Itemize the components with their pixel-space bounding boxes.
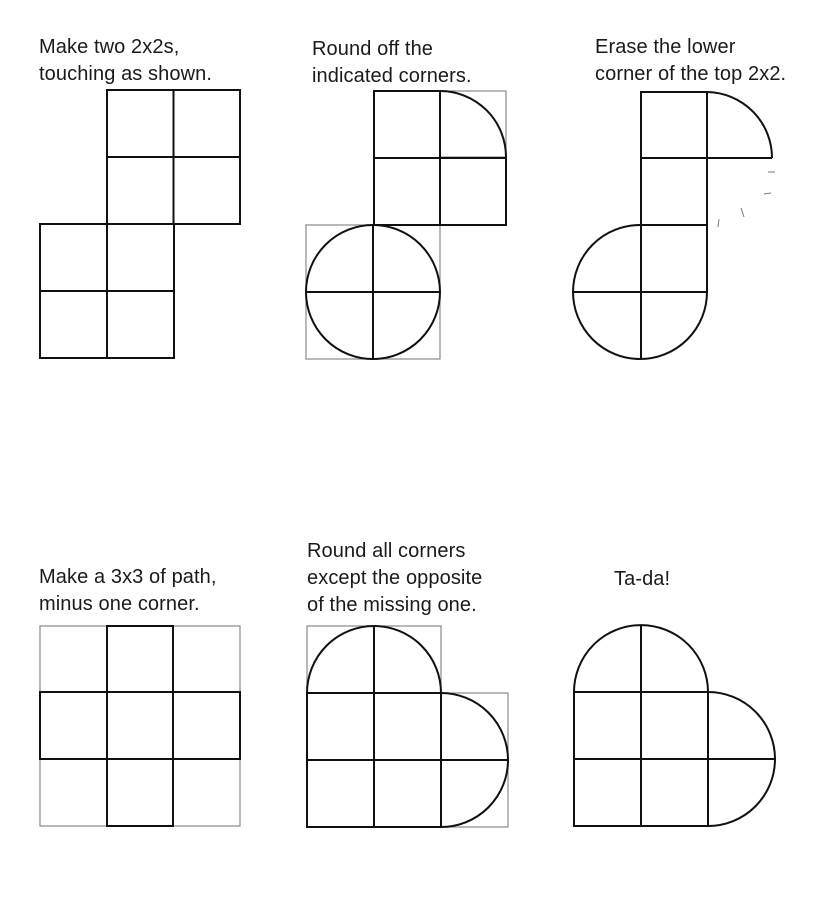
step3-diagram (573, 92, 775, 359)
step4-line2: minus one corner. (39, 593, 200, 615)
step6-heart-shape (574, 625, 775, 826)
step1-top-grid (107, 90, 240, 224)
step1-diagram (40, 90, 240, 358)
step3-erased-marks (718, 172, 775, 227)
step5-line2: except the opposite (307, 567, 483, 589)
step1-line1: Make two 2x2s, (39, 36, 180, 58)
step2-line1: Round off the (312, 38, 434, 60)
step6-line1: Ta-da! (614, 568, 671, 590)
step5-heart-shape (307, 626, 508, 827)
step3-line2: corner of the top 2x2. (595, 63, 787, 85)
step4-line1: Make a 3x3 of path, (39, 566, 217, 588)
step2-bottom-circle (306, 225, 440, 359)
step1-bottom-grid (40, 224, 174, 358)
step5-line1: Round all corners (307, 540, 466, 562)
step6-diagram (574, 625, 775, 826)
step5-guide-squares (307, 626, 508, 827)
step2-line2: indicated corners. (312, 65, 472, 87)
step4-diagram (40, 626, 240, 826)
step2-diagram (306, 91, 506, 359)
step1-line2: touching as shown. (39, 63, 213, 85)
step3-bottom-shape (573, 225, 707, 359)
step3-line1: Erase the lower (595, 36, 736, 58)
step4-path-cells (40, 626, 240, 826)
step5-diagram (307, 626, 508, 827)
step3-top-shape (641, 92, 772, 225)
step2-top-shape (374, 91, 506, 225)
step4-guide-square (40, 626, 240, 826)
step5-line3: of the missing one. (307, 594, 477, 616)
